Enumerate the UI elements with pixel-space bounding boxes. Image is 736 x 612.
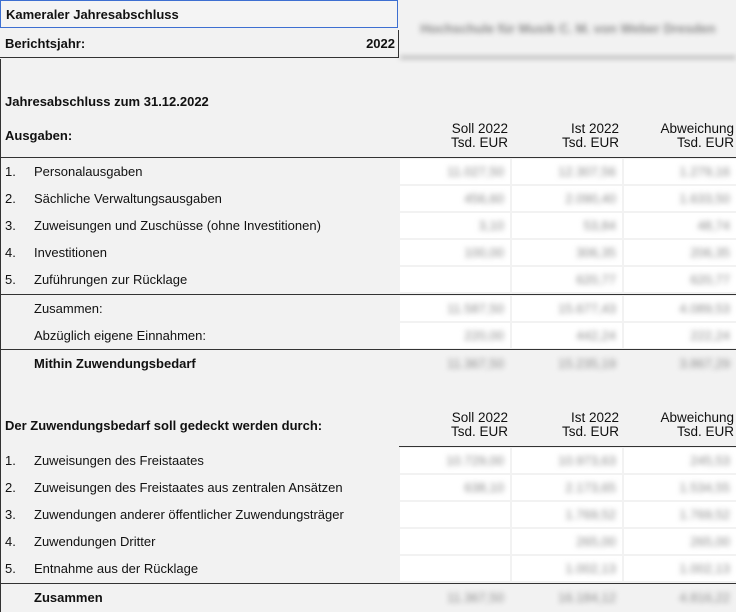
ist-cell[interactable]: 620,77 — [512, 267, 622, 292]
row-label: Zuweisungen des Freistaates aus zentralen Ansätzen — [34, 480, 343, 495]
row-label: Investitionen — [34, 245, 107, 260]
abweichung-cell[interactable]: 206,35 — [624, 240, 736, 265]
row-number: 2. — [5, 480, 16, 495]
soll-cell[interactable] — [400, 502, 510, 527]
abweichung-cell[interactable]: 48,74 — [624, 213, 736, 238]
ist-cell[interactable]: 2.090,40 — [512, 186, 622, 211]
year-label: Berichtsjahr: — [5, 36, 86, 51]
section-title: Jahresabschluss zum 31.12.2022 — [5, 94, 209, 109]
row-number: 5. — [5, 272, 16, 287]
row-number: 1. — [5, 164, 16, 179]
row-number: 3. — [5, 218, 16, 233]
abweichung-cell[interactable]: 1.534,55 — [624, 475, 736, 500]
abweichung-cell[interactable]: 1.002,13 — [624, 556, 736, 581]
table-row-need: Mithin Zuwendungsbedarf 11.367,50 15.235,19 3.867,29 — [34, 356, 730, 371]
col-ist-header: Ist 2022 Tsd. EUR — [561, 121, 619, 150]
abweichung-cell[interactable]: 1.633,50 — [624, 186, 736, 211]
table-row — [0, 447, 736, 474]
row-number: 3. — [5, 507, 16, 522]
table-row — [0, 212, 736, 239]
row-number: 1. — [5, 453, 16, 468]
abweichung-cell[interactable]: 620,77 — [624, 267, 736, 292]
table-row — [0, 528, 736, 555]
ist-cell[interactable]: 1.769,52 — [512, 502, 622, 527]
col-abweichung-header: Abweichung Tsd. EUR — [660, 121, 734, 150]
row-number: 4. — [5, 245, 16, 260]
row-label: Zuwendungen Dritter — [34, 534, 156, 549]
ausgaben-title: Ausgaben: — [5, 128, 73, 143]
report-year-row — [0, 30, 399, 58]
row-number: 5. — [5, 561, 16, 576]
ist-cell[interactable]: 1.002,13 — [512, 556, 622, 581]
ist-cell[interactable]: 12.307,56 — [512, 159, 622, 184]
abweichung-cell[interactable]: 245,53 — [624, 448, 736, 473]
table-row — [0, 501, 736, 528]
table-row — [0, 266, 736, 293]
col-soll-header: Soll 2022 Tsd. EUR — [450, 410, 508, 439]
table-row — [0, 185, 736, 212]
row-label: Zuführungen zur Rücklage — [34, 272, 188, 287]
table-row-minus: Abzüglich eigene Einnahmen: 220,00 442,24 222,24 — [0, 322, 736, 349]
deckung-title: Der Zuwendungsbedarf soll gedeckt werden durch: — [5, 418, 323, 433]
table-row — [0, 474, 736, 501]
row-number: 4. — [5, 534, 16, 549]
institution-name: Hochschule für Musik C. M. von Weber Dresden — [400, 0, 736, 58]
soll-cell[interactable]: 100,00 — [400, 240, 510, 265]
row-label: Sächliche Verwaltungsausgaben — [34, 191, 222, 206]
col-soll-header: Soll 2022 Tsd. EUR — [450, 121, 508, 150]
abweichung-cell[interactable]: 1.279,16 — [624, 159, 736, 184]
abweichung-cell[interactable]: 1.769,52 — [624, 502, 736, 527]
soll-cell[interactable]: 638,10 — [400, 475, 510, 500]
ist-cell[interactable]: 306,35 — [512, 240, 622, 265]
soll-cell[interactable]: 10.729,00 — [400, 448, 510, 473]
soll-cell[interactable] — [400, 267, 510, 292]
row-label: Zuweisungen des Freistaates — [34, 453, 204, 468]
row-label: Zuwendungen anderer öffentlicher Zuwendungsträger — [34, 507, 344, 522]
col-ist-header: Ist 2022 Tsd. EUR — [561, 410, 619, 439]
soll-cell[interactable] — [400, 529, 510, 554]
soll-cell[interactable] — [400, 556, 510, 581]
row-label: Entnahme aus der Rücklage — [34, 561, 199, 576]
row-number: 2. — [5, 191, 16, 206]
ist-cell[interactable]: 53,84 — [512, 213, 622, 238]
soll-cell[interactable]: 3,10 — [400, 213, 510, 238]
table-row — [0, 158, 736, 185]
report-title[interactable]: Kameraler Jahresabschluss — [0, 0, 398, 28]
soll-cell[interactable]: 456,60 — [400, 186, 510, 211]
ist-cell[interactable]: 2.173,65 — [512, 475, 622, 500]
abweichung-cell[interactable]: 265,00 — [624, 529, 736, 554]
table-row-total: Zusammen 11.367,50 16.184,12 4.816,22 — [34, 590, 730, 605]
col-abweichung-header: Abweichung Tsd. EUR — [660, 410, 734, 439]
ist-cell[interactable]: 10.973,63 — [512, 448, 622, 473]
table-row — [0, 555, 736, 582]
row-label: Zuweisungen und Zuschüsse (ohne Investitionen) — [34, 218, 321, 233]
soll-cell[interactable]: 11.027,50 — [400, 159, 510, 184]
ist-cell[interactable]: 265,00 — [512, 529, 622, 554]
year-value[interactable]: 2022 — [366, 36, 395, 51]
table-row-total: Zusammen: 11.587,50 15.677,43 4.089,53 — [0, 295, 736, 322]
table-row — [0, 239, 736, 266]
row-label: Personalausgaben — [34, 164, 143, 179]
